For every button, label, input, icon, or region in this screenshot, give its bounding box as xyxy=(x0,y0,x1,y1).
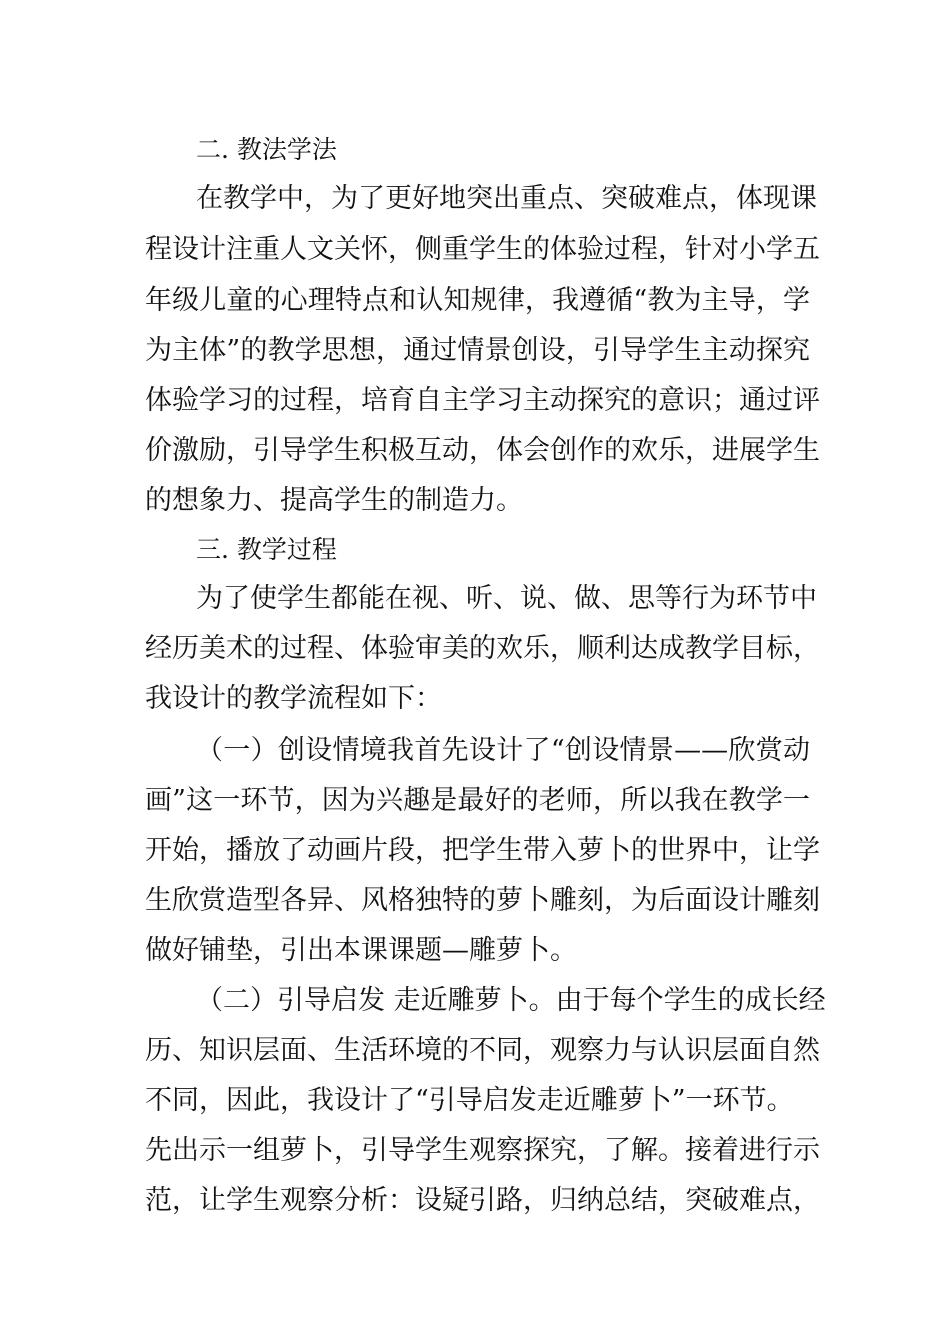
paragraph-line: 体验学习的过程，培育自主学习主动探究的意识；通过评 xyxy=(145,385,820,416)
paragraph-line: 价激励，引导学生积极互动，体会创作的欢乐，进展学生 xyxy=(145,435,820,466)
paragraph-line: 程设计注重人文关怀，侧重学生的体验过程，针对小学五 xyxy=(145,234,820,265)
paragraph-line: 生欣赏造型各异、风格独特的萝卜雕刻，为后面设计雕刻 xyxy=(145,885,820,916)
paragraph-line: 做好铺垫，引出本课课题—雕萝卜。 xyxy=(145,935,577,966)
paragraph-line: 画”这一环节，因为兴趣是最好的老师，所以我在教学一 xyxy=(145,785,810,816)
paragraph-line: 在教学中，为了更好地突出重点、突破难点，体现课 xyxy=(196,183,817,214)
paragraph-line: 先出示一组萝卜，引导学生观察探究，了解。接着进行示 xyxy=(145,1135,820,1166)
paragraph-line: 开始，播放了动画片段，把学生带入萝卜的世界中，让学 xyxy=(145,835,820,866)
paragraph-line: 的想象力、提高学生的制造力。 xyxy=(145,485,523,516)
paragraph-line: 不同，因此，我设计了“引导启发走近雕萝卜”一环节。 xyxy=(145,1085,794,1116)
paragraph-line: （二）引导启发 走近雕萝卜。由于每个学生的成长经 xyxy=(196,985,826,1016)
paragraph-line: 为主体”的教学思想，通过情景创设，引导学生主动探究 xyxy=(145,335,810,366)
paragraph-line: （一）创设情境我首先设计了“创设情景——欣赏动 xyxy=(196,735,810,766)
paragraph-line: 历、知识层面、生活环境的不同，观察力与认识层面自然 xyxy=(145,1035,820,1066)
paragraph-line: 范，让学生观察分析：设疑引路，归纳总结，突破难点， xyxy=(145,1185,820,1216)
section-heading-teaching-process: 三. 教学过程 xyxy=(196,535,337,564)
paragraph-line: 为了使学生都能在视、听、说、做、思等行为环节中 xyxy=(196,583,817,614)
paragraph-line: 年级儿童的心理特点和认知规律，我遵循“教为主导，学 xyxy=(145,285,810,316)
section-heading-teaching-methods: 二. 教法学法 xyxy=(196,135,337,164)
paragraph-line: 我设计的教学流程如下： xyxy=(145,683,442,714)
paragraph-line: 经历美术的过程、体验审美的欢乐，顺利达成教学目标， xyxy=(145,633,820,664)
